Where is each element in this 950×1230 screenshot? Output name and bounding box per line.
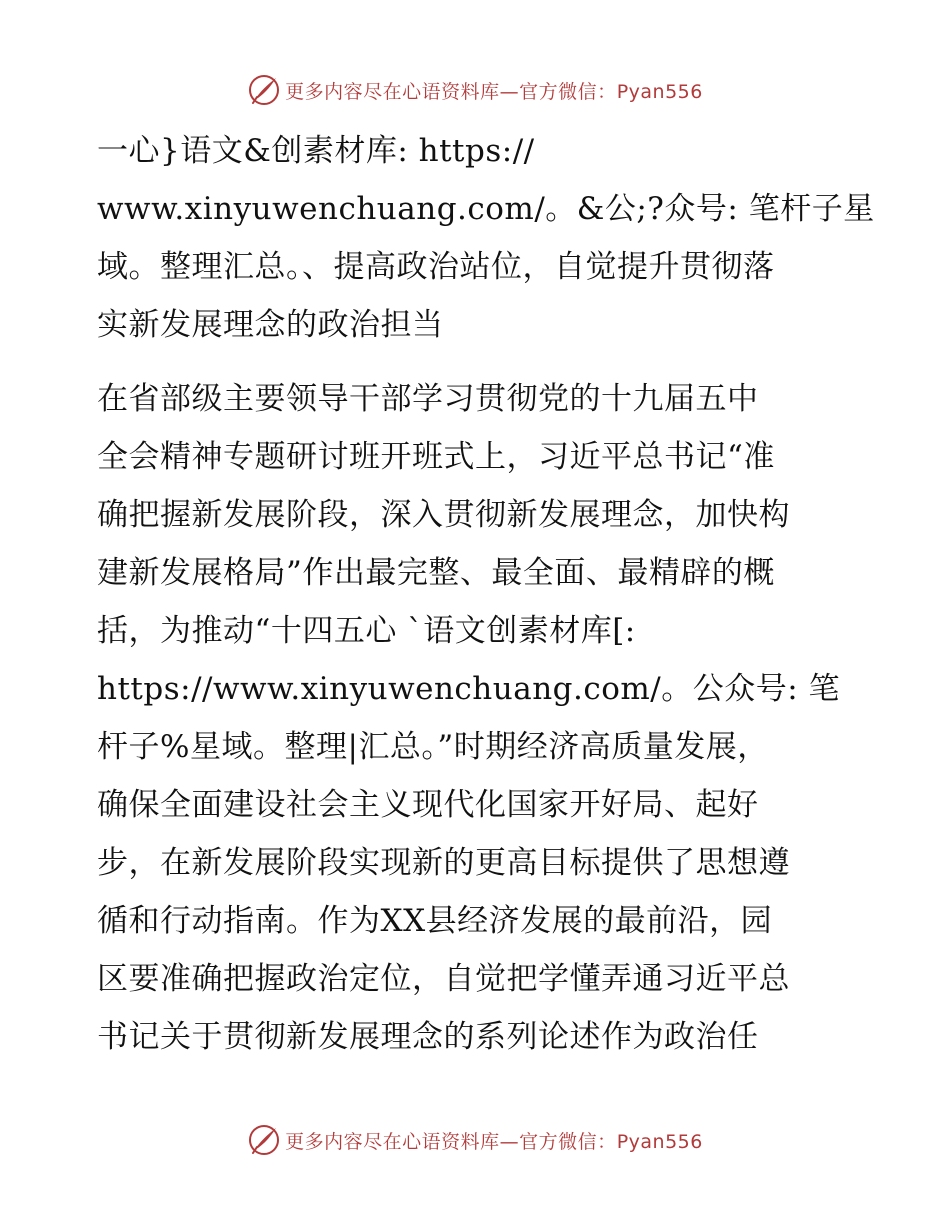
text-line: 域。整理汇总。、提高政治站位，自觉提升贯彻落 bbox=[97, 249, 775, 285]
text-line: 确保全面建设社会主义现代化国家开好局、起好 bbox=[97, 787, 759, 823]
header-wechat-label: 官方微信： bbox=[519, 80, 617, 103]
text-line: 确把握新发展阶段，深入贯彻新发展理念，加快构 bbox=[97, 497, 790, 533]
header-separator: — bbox=[499, 80, 520, 103]
footer-watermark bbox=[0, 1120, 950, 1160]
text-line: 一心}语文&创素材库: https:// bbox=[97, 133, 535, 169]
footer-brand-text bbox=[285, 1127, 703, 1154]
text-line: www.xinyuwenchuang.com/。&公;?众号: 笔杆子星 bbox=[97, 191, 875, 227]
text-line: 步，在新发展阶段实现新的更高目标提供了思想遵 bbox=[97, 845, 790, 881]
text-line: https://www.xinyuwenchuang.com/。公众号: 笔 bbox=[97, 671, 841, 707]
feather-pen-logo-icon bbox=[247, 1123, 281, 1157]
text-line: 建新发展格局”作出最完整、最全面、最精辟的概 bbox=[97, 555, 775, 591]
paragraph-2 bbox=[97, 370, 857, 1066]
header-watermark bbox=[0, 70, 950, 110]
feather-pen-logo-icon bbox=[247, 73, 281, 107]
footer-brand-name: 更多内容尽在心语资料库 bbox=[285, 1130, 500, 1153]
document-body bbox=[97, 122, 875, 1066]
text-line: 在省部级主要领导干部学习贯彻党的十九届五中 bbox=[97, 381, 759, 417]
header-brand-name: 更多内容尽在心语资料库 bbox=[285, 80, 500, 103]
text-line: 实新发展理念的政治担当 bbox=[97, 307, 444, 343]
paragraph-1 bbox=[97, 122, 875, 354]
text-line: 杆子%星域。整理|汇总。”时期经济高质量发展， bbox=[97, 729, 769, 765]
text-line: 书记关于贯彻新发展理念的系列论述作为政治任 bbox=[97, 1019, 759, 1055]
text-line: 全会精神专题研讨班开班式上，习近平总书记“准 bbox=[97, 439, 775, 475]
header-wechat-id: Pyan556 bbox=[616, 80, 703, 103]
footer-wechat-id: Pyan556 bbox=[616, 1130, 703, 1153]
footer-separator: — bbox=[499, 1130, 520, 1153]
text-line: 循和行动指南。作为XX县经济发展的最前沿，园 bbox=[97, 903, 773, 939]
header-brand-text bbox=[285, 77, 703, 104]
text-line: 括，为推动“十四五心 `语文创素材库[: bbox=[97, 613, 636, 649]
footer-wechat-label: 官方微信： bbox=[519, 1130, 617, 1153]
text-line: 区要准确把握政治定位，自觉把学懂弄通习近平总 bbox=[97, 961, 790, 997]
